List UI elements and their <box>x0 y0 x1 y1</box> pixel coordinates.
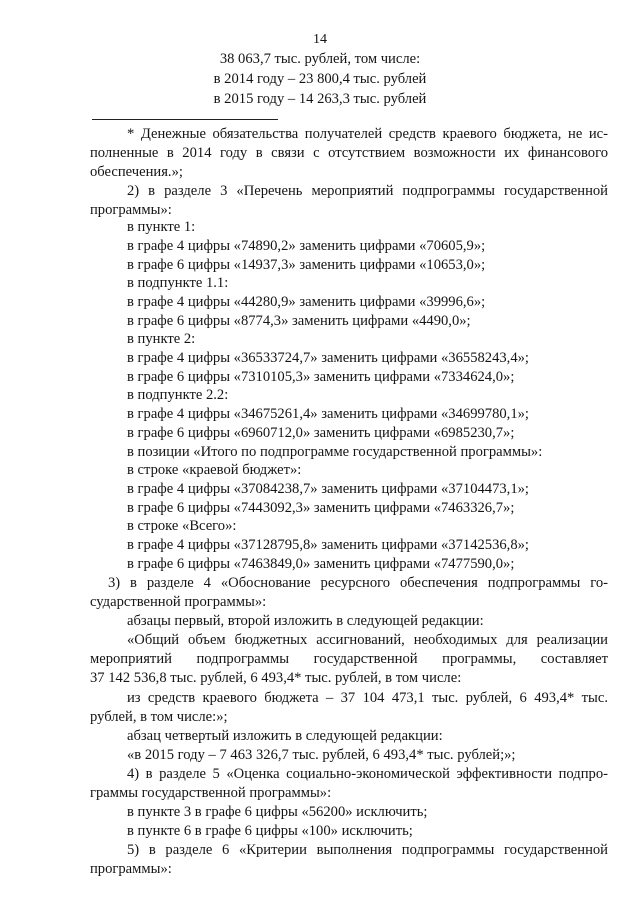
body-line: в графе 4 цифры «37128795,8» заменить цифрами «37142536,8»; <box>127 537 529 553</box>
body-line: мероприятий подпрограммы государственной программы, составляет <box>90 651 608 667</box>
body-line: программы»: <box>90 861 172 877</box>
body-line: в пункте 2: <box>127 331 196 347</box>
body-line: в графе 4 цифры «34675261,4» заменить цифрами «34699780,1»; <box>127 406 529 422</box>
body-line: программы»: <box>90 202 172 218</box>
body-line: 4) в разделе 5 «Оценка социально-экономической эффективности подпро- <box>127 766 608 782</box>
body-line: в графе 6 цифры «6960712,0» заменить цифрами «6985230,7»; <box>127 425 515 441</box>
footnote-line-3: обеспечения.»; <box>90 164 183 180</box>
body-line: в графе 6 цифры «7310105,3» заменить цифрами «7334624,0»; <box>127 369 515 385</box>
body-line: в подпункте 2.2: <box>127 387 229 403</box>
body-line: граммы государственной программы»: <box>90 785 332 801</box>
body-line: сударственной программы»: <box>90 594 267 610</box>
body-line: в графе 4 цифры «44280,9» заменить цифрами «39996,6»; <box>127 294 486 310</box>
body-line: 2) в разделе 3 «Перечень мероприятий подпрограммы государственной <box>127 183 608 199</box>
top-block-line-1: 38 063,7 тыс. рублей, том числе: <box>219 51 421 67</box>
footnote-line-2: полненные в 2014 году в связи с отсутствием возможности их финансового <box>90 145 608 161</box>
body-line: «Общий объем бюджетных ассигнований, необходимых для реализации <box>127 632 608 648</box>
body-line: абзацы первый, второй изложить в следующей редакции: <box>127 613 484 629</box>
top-block-line-3: в 2015 году – 14 263,3 тыс. рублей <box>213 91 427 107</box>
body-line: в графе 6 цифры «14937,3» заменить цифрами «10653,0»; <box>127 257 486 273</box>
body-line: 37 142 536,8 тыс. рублей, 6 493,4* тыс. рублей, в том числе: <box>90 670 462 686</box>
page-number: 14 <box>313 32 327 47</box>
body-line: 5) в разделе 6 «Критерии выполнения подпрограммы государственной <box>127 842 608 858</box>
body-line: в строке «Всего»: <box>127 518 237 534</box>
body-line: 3) в разделе 4 «Обоснование ресурсного обеспечения подпрограммы го- <box>108 575 608 591</box>
body-line: в пункте 1: <box>127 219 196 235</box>
body-line: в графе 4 цифры «37084238,7» заменить цифрами «37104473,1»; <box>127 481 529 497</box>
body-line: из средств краевого бюджета – 37 104 473,1 тыс. рублей, 6 493,4* тыс. <box>127 690 608 706</box>
body-line: «в 2015 году – 7 463 326,7 тыс. рублей, 6 493,4* тыс. рублей;»; <box>127 747 516 763</box>
body-line: в графе 6 цифры «7443092,3» заменить цифрами «7463326,7»; <box>127 500 515 516</box>
body-line: в позиции «Итого по подпрограмме государственной программы»: <box>127 444 543 460</box>
top-block-line-2: в 2014 году – 23 800,4 тыс. рублей <box>213 71 427 87</box>
body-line: в графе 6 цифры «7463849,0» заменить цифрами «7477590,0»; <box>127 556 515 572</box>
footnote-separator <box>92 119 278 120</box>
body-line: в пункте 6 в графе 6 цифры «100» исключить; <box>127 823 413 839</box>
body-line: абзац четвертый изложить в следующей редакции: <box>127 728 443 744</box>
body-line: в строке «краевой бюджет»: <box>127 462 302 478</box>
body-line: в графе 6 цифры «8774,3» заменить цифрами «4490,0»; <box>127 313 471 329</box>
body-line: в графе 4 цифры «36533724,7» заменить цифрами «36558243,4»; <box>127 350 529 366</box>
body-line: в подпункте 1.1: <box>127 275 229 291</box>
body-line: рублей, в том числе:»; <box>90 709 228 725</box>
footnote-line-1: * Денежные обязательства получателей средств краевого бюджета, не ис- <box>127 126 608 142</box>
body-line: в графе 4 цифры «74890,2» заменить цифрами «70605,9»; <box>127 238 486 254</box>
body-line: в пункте 3 в графе 6 цифры «56200» исключить; <box>127 804 428 820</box>
